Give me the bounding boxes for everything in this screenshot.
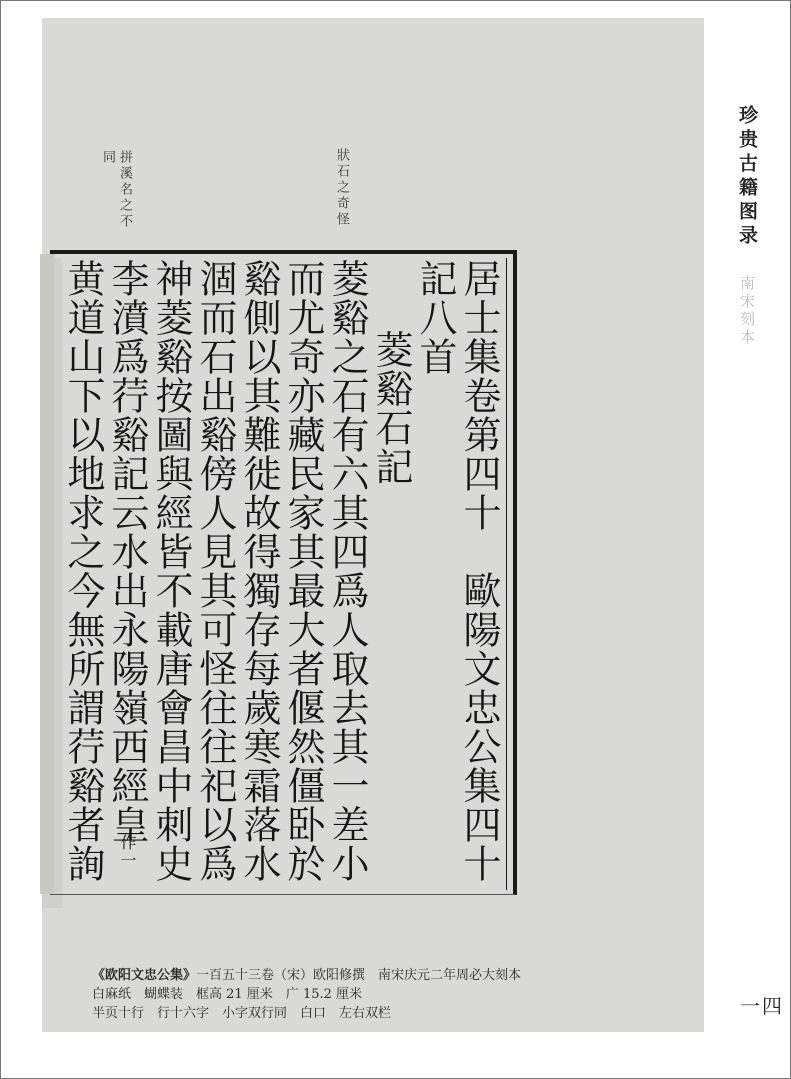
interlinear-note: 作一	[118, 834, 137, 870]
block-margin	[40, 254, 54, 894]
sidebar-subtitle: 南宋刻本	[738, 275, 756, 347]
text-column: 記八首	[413, 259, 457, 376]
caption-line: 半页十行 行十六字 小字双行同 白口 左右双栏	[92, 1006, 392, 1021]
text-column: 而尤奇亦藏民家其最大者偃然僵卧於	[281, 259, 325, 883]
caption	[92, 966, 692, 1023]
margin-note: 拼溪名之不	[117, 150, 132, 230]
caption-line: 白麻纸 蝴蝶装 框高 21 厘米 广 15.2 厘米	[92, 987, 363, 1002]
text-column: 谿側以其難徙故得獨存每歲寒霜落水	[237, 259, 281, 883]
printed-text-block	[50, 250, 517, 895]
text-column: 黄道山下以地求之今無所謂荇谿者詢	[61, 259, 105, 883]
text-column: 李濆爲荇谿記云水出永陽嶺西經皇	[105, 259, 149, 844]
text-column: 居士集卷第四十 歐陽文忠公集四十	[457, 259, 501, 883]
caption-line	[92, 966, 692, 985]
margin-note: 同	[100, 150, 115, 166]
text-column: 涸而石出谿傍人見其可怪往往祀以爲	[193, 259, 237, 883]
caption-text: 一百五十三卷（宋）欧阳修撰 南宋庆元二年周必大刻本	[196, 968, 522, 983]
frame-rule	[506, 258, 507, 890]
margin-note: 狀石之奇怪	[334, 148, 349, 228]
text-column: 菱谿之石有六其四爲人取去其一差小	[325, 259, 369, 883]
page-number: 一四	[740, 994, 784, 1018]
text-column: 神菱谿按圖與經皆不載唐會昌中刺史	[149, 259, 193, 883]
caption-title: 《欧阳文忠公集》	[92, 968, 197, 983]
text-column: 菱谿石記	[369, 330, 413, 486]
sidebar-title: 珍贵古籍图录	[736, 105, 758, 249]
